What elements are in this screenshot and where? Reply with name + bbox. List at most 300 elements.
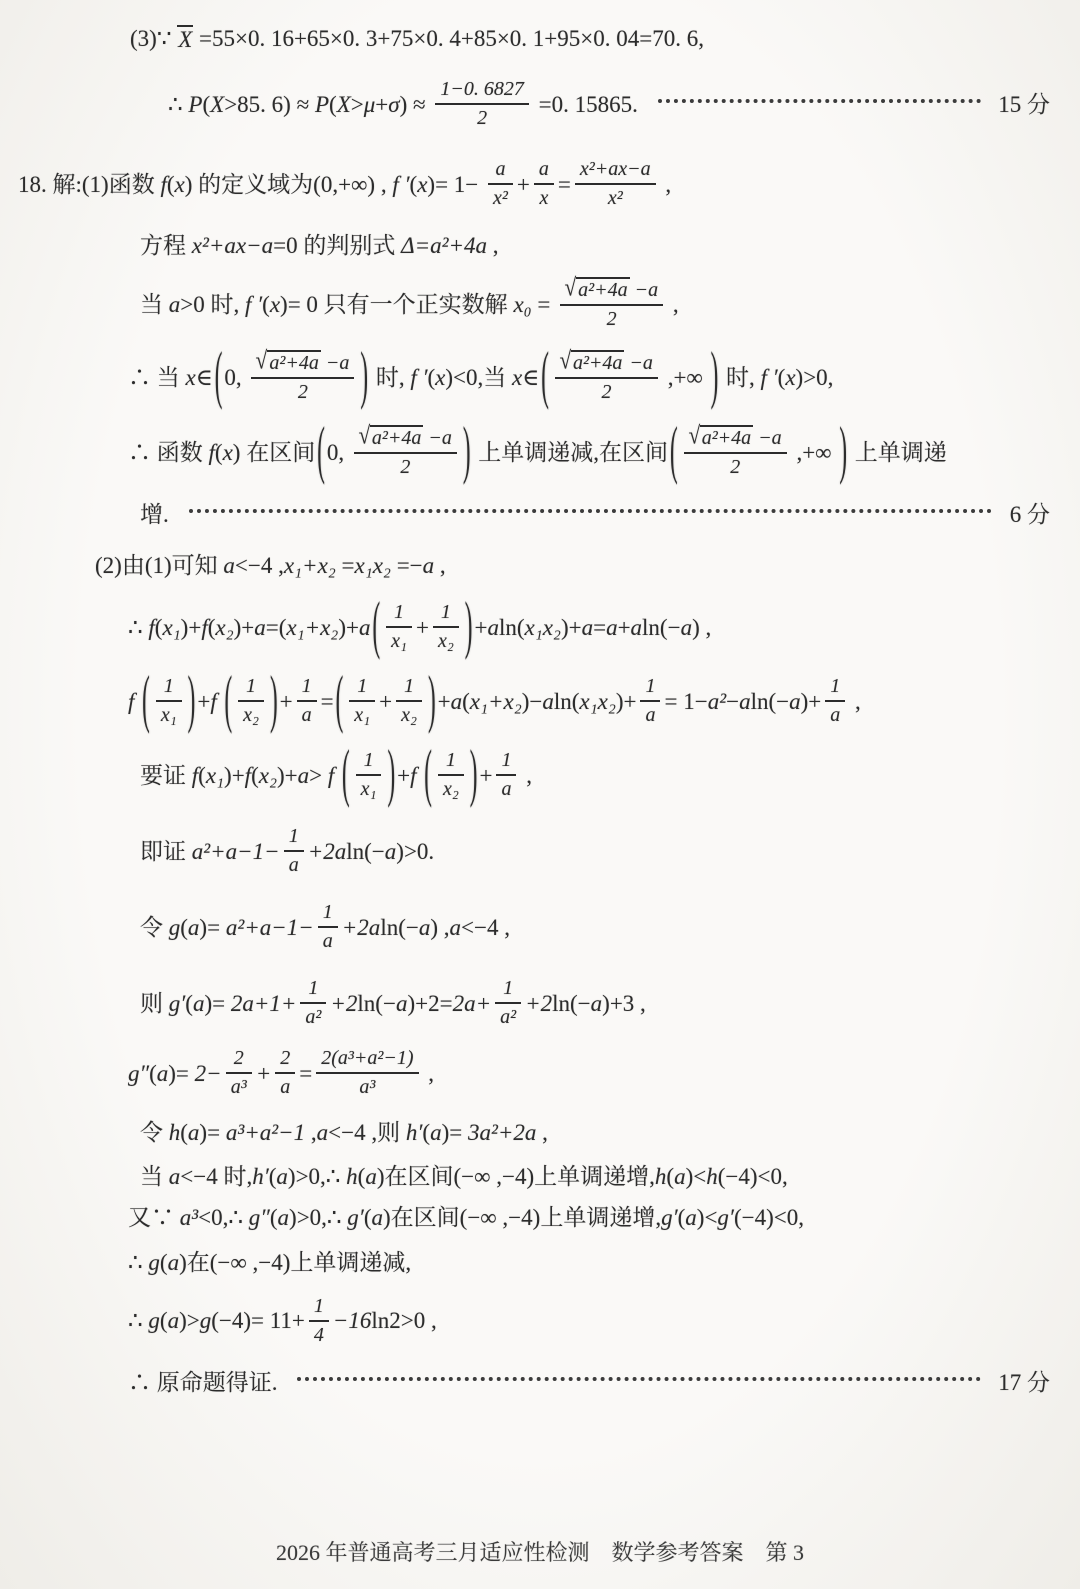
math-run: a³: [359, 1076, 376, 1099]
big-paren: (: [670, 414, 678, 485]
big-paren: ): [469, 738, 478, 809]
text-run: =: [531, 291, 557, 317]
text-run: +: [379, 688, 393, 714]
math-run: μ: [363, 91, 376, 117]
text-run: =: [320, 688, 334, 714]
denominator: [560, 306, 663, 332]
math-run: a: [254, 614, 266, 640]
math-run: x: [435, 364, 446, 390]
math-run: 2a+1+: [230, 990, 297, 1016]
big-paren: (: [214, 339, 223, 410]
text-run: =0 的判别式: [273, 233, 402, 259]
text-run: +: [437, 688, 451, 714]
numerator: [316, 1046, 418, 1074]
denominator: [488, 185, 513, 211]
solution-line-6: [0, 339, 1050, 410]
math-run: h: [706, 1163, 718, 1189]
math-run: 1−0. 6827: [440, 78, 524, 101]
square-root: [564, 273, 629, 302]
math-run: f: [244, 762, 252, 788]
dotted-leader: [658, 99, 981, 103]
big-paren: ): [269, 664, 278, 735]
math-run: a: [301, 704, 312, 727]
math-run: −a: [753, 426, 782, 449]
text-run: 当: [140, 1163, 169, 1189]
text-run: (: [180, 1120, 188, 1146]
math-run: a²+4a: [701, 426, 752, 449]
math-run: 1: [830, 675, 841, 698]
math-run: P: [314, 91, 330, 117]
math-run: a: [630, 614, 643, 640]
math-run: x₂: [215, 614, 234, 640]
numerator: [534, 157, 554, 185]
solution-line-11: [0, 664, 1050, 735]
text-run: (: [329, 91, 337, 117]
text-run: ∴: [168, 91, 189, 117]
text-run: (: [149, 1060, 157, 1086]
math-run: g′: [347, 1205, 364, 1231]
numerator: [825, 674, 845, 702]
text-run: ,: [667, 291, 679, 317]
math-run: 1: [246, 675, 257, 698]
radicand: [370, 425, 424, 450]
fraction: [438, 748, 464, 802]
math-run: a: [430, 1120, 442, 1146]
math-run: a: [187, 1120, 200, 1146]
text-run: )<0,当: [445, 364, 513, 390]
text-run: >0 时,: [180, 291, 245, 317]
text-run: 增.: [140, 501, 175, 527]
text-run: )+: [276, 762, 298, 788]
numerator: [433, 600, 459, 628]
text-run: )=: [199, 1120, 226, 1146]
fraction: [316, 1046, 418, 1100]
text-run: )+: [180, 614, 202, 640]
big-paren: ): [839, 414, 847, 485]
fraction: [684, 421, 787, 480]
text-run: (: [777, 364, 786, 390]
solution-line-5: [0, 275, 1050, 334]
numerator: [156, 674, 182, 702]
math-run: f: [201, 614, 208, 640]
text-run: )+: [560, 614, 582, 640]
math-run: x: [512, 364, 523, 390]
solution-line-4: [0, 229, 1050, 262]
text-run: 要证: [140, 762, 192, 788]
dotted-leader: [297, 1377, 980, 1381]
numerator: [386, 600, 412, 628]
big-paren: (: [224, 664, 233, 735]
math-run: 1: [394, 601, 405, 624]
math-run: a: [192, 990, 205, 1016]
denominator: [318, 928, 338, 954]
text-run: )=: [204, 990, 231, 1016]
text-run: 上单调递减,在区间: [472, 439, 669, 465]
math-run: +2a: [307, 838, 347, 864]
text-run: (−4)<0,: [717, 1163, 788, 1189]
fraction: [356, 748, 382, 802]
math-run: x₁: [205, 762, 225, 788]
denominator: [309, 1322, 329, 1348]
text-run: ,: [422, 1060, 435, 1086]
solution-line-7: [0, 414, 1050, 485]
math-run: a: [542, 688, 554, 714]
math-run: f: [191, 762, 199, 788]
big-paren: (: [335, 664, 344, 735]
math-run: a: [422, 553, 435, 579]
text-run: (: [357, 1163, 366, 1189]
text-run: <−4 ,: [234, 553, 284, 579]
text-run: ∴: [128, 1308, 149, 1334]
denominator: [496, 776, 516, 802]
fraction: [309, 1294, 329, 1348]
numerator: [438, 748, 464, 776]
math-run: 1: [645, 675, 656, 698]
fraction: [251, 346, 354, 405]
text-run: (: [363, 1205, 372, 1231]
math-run: a: [187, 914, 200, 940]
math-run: x₁: [162, 614, 181, 640]
math-run: x₁: [160, 704, 177, 727]
solution-line-18: [0, 1160, 1050, 1193]
denominator: [684, 454, 787, 480]
text-run: >: [309, 762, 328, 788]
math-run: X: [210, 91, 225, 117]
math-run: f: [327, 762, 340, 788]
denominator: [438, 776, 464, 802]
math-run: a²: [707, 688, 727, 714]
math-run: X: [336, 91, 351, 117]
text-run: )−: [521, 688, 543, 714]
math-run: x: [417, 171, 428, 197]
text-run: )= 0 只有一个正实数解: [280, 291, 514, 317]
math-run: f ′: [410, 364, 428, 390]
text-run: (: [154, 614, 163, 640]
text-run: 令: [140, 914, 169, 940]
text-run: (: [214, 439, 223, 465]
math-run: x²+ax−a: [191, 233, 274, 259]
big-paren: ): [462, 414, 471, 485]
denominator: [316, 1074, 418, 1100]
math-run: a: [501, 778, 512, 801]
text-run: 令: [140, 1120, 169, 1146]
radical-icon: √: [564, 273, 577, 302]
math-run: Δ=a²+4a: [401, 233, 488, 259]
math-run: a: [495, 158, 506, 181]
math-run: a²+4a: [269, 351, 319, 374]
text-run: ∈: [522, 364, 540, 390]
text-run: (: [251, 762, 259, 788]
text-run: (: [166, 171, 175, 197]
text-run: =: [299, 1060, 313, 1086]
text-run: )>0,: [795, 364, 834, 390]
text-run: ,: [434, 553, 446, 579]
fraction: [284, 824, 304, 878]
solution-line-13: [0, 822, 1050, 880]
math-run: g″: [128, 1060, 150, 1086]
denominator: [156, 702, 182, 728]
fraction: [534, 157, 554, 211]
math-run: f: [148, 614, 155, 640]
text-run: =: [557, 171, 571, 197]
math-run: x²: [493, 187, 508, 210]
denominator: [396, 702, 422, 728]
math-run: x₂: [437, 630, 454, 653]
math-run: h: [168, 1120, 181, 1146]
math-run: x₂: [401, 704, 417, 727]
solution-line-2: [0, 75, 1050, 133]
text-run: ∈: [195, 364, 213, 390]
math-run: a: [680, 614, 693, 640]
square-root: [559, 346, 624, 375]
fraction: [156, 674, 182, 728]
fraction: [575, 157, 656, 211]
fraction: [226, 1046, 252, 1100]
numerator: [284, 824, 304, 852]
math-run: x₁: [360, 778, 377, 801]
text-run: (−4)<0,: [733, 1205, 804, 1231]
text-run: +: [375, 91, 389, 117]
math-run: 2: [233, 1047, 244, 1070]
fraction: [640, 674, 660, 728]
text-run: ln(−: [642, 614, 681, 640]
math-run: a: [538, 158, 549, 181]
math-run: −a: [423, 426, 452, 449]
math-run: f: [410, 762, 423, 788]
numerator: [309, 1294, 329, 1322]
math-run: a: [685, 1205, 697, 1231]
text-run: ) ,: [430, 914, 450, 940]
fraction: [349, 674, 375, 728]
text-run: 0,: [224, 364, 248, 390]
math-run: 1: [163, 675, 174, 698]
math-run: a: [581, 614, 594, 640]
text-run: (: [666, 1163, 675, 1189]
math-run: f ′: [760, 364, 778, 390]
text-run: >85. 6) ≈: [224, 91, 315, 117]
text-run: ∴: [128, 1250, 149, 1276]
text-run: ln(−: [357, 990, 396, 1016]
text-run: ln(−: [380, 914, 419, 940]
text-run: =: [593, 614, 607, 640]
math-run: x: [174, 171, 185, 197]
big-paren: ): [710, 339, 719, 410]
text-run: )>0,∴: [287, 1163, 347, 1189]
math-run: x: [222, 439, 233, 465]
math-run: a: [280, 1076, 291, 1099]
math-run: 1: [313, 1294, 324, 1317]
text-run: 6 分: [1004, 501, 1050, 527]
numerator: [640, 674, 660, 702]
text-run: +: [415, 614, 429, 640]
text-run: (: [159, 1308, 168, 1334]
text-run: ∴ 当: [128, 364, 186, 390]
math-run: h: [346, 1163, 358, 1189]
big-paren: ): [464, 590, 473, 661]
text-run: )+2=: [407, 990, 453, 1016]
math-run: x₁x₂: [524, 614, 561, 640]
math-run: a²: [305, 1006, 322, 1029]
solution-line-14: [0, 898, 1050, 956]
math-run: −a: [624, 351, 653, 374]
numerator: [354, 421, 457, 454]
text-run: )= 1−: [427, 171, 485, 197]
math-run: 1: [404, 675, 415, 698]
denominator: [300, 1004, 326, 1030]
math-run: f: [128, 688, 141, 714]
math-run: a: [322, 930, 333, 953]
math-run: 4: [313, 1323, 324, 1346]
text-run: 17 分: [992, 1369, 1050, 1395]
math-run: a²+4a: [572, 351, 623, 374]
big-paren: ): [427, 664, 436, 735]
text-run: ) 在区间: [232, 439, 316, 465]
text-run: +: [516, 171, 530, 197]
text-run: )在(−∞ ,−4)上单调递减,: [179, 1250, 412, 1276]
math-run: a: [487, 614, 499, 640]
math-run: g: [168, 914, 181, 940]
math-run: g: [148, 1250, 160, 1276]
solution-line-22: [0, 1366, 1050, 1399]
math-run: x: [785, 364, 796, 390]
math-run: 2: [601, 380, 612, 403]
math-run: x: [539, 187, 549, 210]
text-run: ) ≈: [399, 91, 432, 117]
math-run: a²+a−1−: [191, 838, 280, 864]
math-run: +2: [330, 990, 358, 1016]
denominator: [226, 1074, 252, 1100]
math-run: a: [449, 914, 462, 940]
solution-line-10: [0, 590, 1050, 661]
text-run: 0,: [326, 439, 350, 465]
text-run: (: [185, 990, 193, 1016]
math-run: x²: [607, 187, 623, 210]
text-run: 当: [140, 291, 169, 317]
fraction: [297, 674, 317, 728]
math-run: +2: [525, 990, 553, 1016]
radicand: [700, 425, 754, 450]
text-run: ,+∞: [790, 439, 838, 465]
math-run: a: [830, 704, 841, 727]
denominator: [555, 379, 658, 405]
solution-line-15: [0, 974, 1050, 1032]
text-run: 时,: [370, 364, 411, 390]
numerator: [318, 900, 338, 928]
math-run: a: [316, 1120, 329, 1146]
square-root: [358, 421, 423, 450]
text-run: = 1−: [664, 688, 708, 714]
square-root: [688, 421, 753, 450]
math-run: a: [277, 1205, 290, 1231]
text-run: (: [202, 91, 211, 117]
text-run: )+: [224, 762, 245, 788]
math-run: σ: [388, 91, 400, 117]
page-footer: 2026 年普通高考三月适应性检测 数学参考答案 第 3: [275, 1540, 804, 1565]
denominator: [349, 702, 375, 728]
text-run: 上单调递: [848, 439, 947, 465]
text-run: )>0,∴: [289, 1205, 348, 1231]
text-run: ,+∞: [661, 364, 709, 390]
text-run: )在区间(−∞ ,−4)上单调递增,: [376, 1163, 655, 1189]
text-run: ,: [520, 762, 532, 788]
solution-line-8: [0, 498, 1050, 531]
math-run: x₂: [243, 704, 259, 727]
text-run: ∴ 原命题得证.: [128, 1369, 284, 1395]
radicand: [576, 277, 630, 302]
text-run: (: [198, 762, 206, 788]
big-paren: ): [187, 664, 196, 735]
solution-line-9: [0, 549, 1050, 582]
text-run: <−4 ,: [461, 914, 510, 940]
solution-line-3: [0, 155, 1050, 213]
fraction: [318, 900, 338, 954]
radicand: [267, 350, 321, 375]
math-run: x₀: [513, 291, 532, 317]
solution-line-21: [0, 1292, 1050, 1350]
text-run: 15 分: [992, 91, 1050, 117]
text-run: −: [726, 688, 740, 714]
math-run: x₁x₂: [354, 553, 391, 579]
numerator: [488, 157, 513, 185]
solution-line-16: [0, 1044, 1050, 1102]
math-run: 2(a³+a²−1): [321, 1047, 414, 1070]
text-run: ln(: [553, 688, 580, 714]
text-run: ln(: [498, 614, 525, 640]
text-run: =: [335, 553, 355, 579]
text-run: 时,: [720, 364, 761, 390]
math-run: 2−: [194, 1060, 222, 1086]
text-run: (: [409, 171, 418, 197]
math-run: h: [654, 1163, 667, 1189]
solution-line-12: [0, 738, 1050, 809]
math-run: 1: [301, 675, 312, 698]
big-paren: (: [424, 738, 432, 809]
radical-icon: √: [358, 421, 371, 450]
math-run: a: [674, 1163, 686, 1189]
text-run: )<: [696, 1205, 718, 1231]
text-run: (2)由(1)可知: [95, 553, 224, 579]
big-paren: (: [341, 738, 350, 809]
fraction: [433, 600, 459, 654]
text-run: )=: [168, 1060, 195, 1086]
answer-body: [0, 16, 1050, 1399]
numerator: [496, 748, 516, 776]
math-run: a: [371, 1205, 383, 1231]
math-run: 1: [445, 749, 456, 772]
math-run: 2: [606, 307, 617, 330]
text-run: (: [207, 614, 216, 640]
math-run: a: [789, 688, 801, 714]
text-run: =(: [265, 614, 287, 640]
math-run: 1: [357, 675, 368, 698]
denominator: [575, 185, 656, 211]
text-run: )+3 ,: [602, 990, 646, 1016]
math-run: h′: [405, 1120, 423, 1146]
math-run: f: [208, 439, 215, 465]
math-run: x₁x₂: [579, 688, 616, 714]
math-run: a²+4a: [371, 426, 422, 449]
math-run: x: [185, 364, 196, 390]
text-run: 方程: [140, 233, 192, 259]
big-paren: (: [142, 664, 150, 735]
text-run: )>: [179, 1308, 200, 1334]
math-run: a: [365, 1163, 377, 1189]
math-run: a: [606, 614, 618, 640]
solution-line-19: [0, 1201, 1050, 1234]
fraction: [435, 77, 529, 131]
text-run: )<: [685, 1163, 707, 1189]
radicand: [571, 350, 625, 375]
